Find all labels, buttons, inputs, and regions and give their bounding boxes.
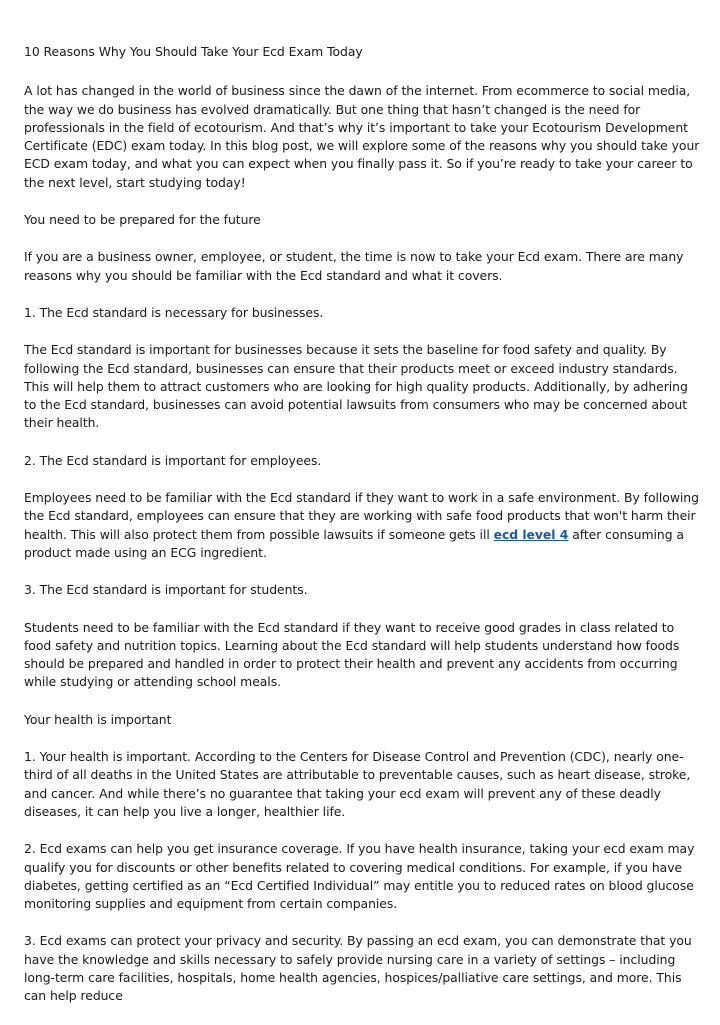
point2-heading: 2. The Ecd standard is important for employees. xyxy=(24,452,322,468)
ecd-level-4-link[interactable]: ecd level 4 xyxy=(493,526,569,542)
point2-text-before: Employees need to be familiar with the Ecd standard if they want to work in a safe environment. By following the Ecd standard, employees can ensure that they are working with safe food products that won't harm their health. This will also protect them from possible lawsuits if someone gets ill xyxy=(24,490,699,542)
point1-paragraph: The Ecd standard is important for businesses because it sets the baseline for food safety and quality. By following the Ecd standard, businesses can ensure that their products meet or exceed industry standards. This will help them to attract customers who are looking for high quality products. Additionally, by adhering to the Ecd standard, businesses can avoid potential lawsuits from consumers who may be concerned about their health. xyxy=(24,342,688,431)
intro-paragraph: A lot has changed in the world of business since the dawn of the internet. From ecommerce to social media, the way we do business has evolved dramatically. But one thing that hasn’t changed is the need for professionals in the field of ecotourism. And that’s why it’s important to take your Ecotourism Development Certificate (EDC) exam today. In this blog post, we will explore some of the reasons why you should take your ECD exam today, and what you can expect when you finally pass it. So if you’re ready to take your career to the next level, start studying today! xyxy=(24,83,700,190)
point2-paragraph xyxy=(24,489,700,562)
point2-text-after: after consuming a product made using an ECG ingredient. xyxy=(24,526,684,560)
section-heading-health: Your health is important xyxy=(24,711,172,727)
section-heading-future: You need to be prepared for the future xyxy=(24,212,261,228)
article-title: 10 Reasons Why You Should Take Your Ecd Exam Today xyxy=(24,44,363,59)
health-paragraph-1: 1. Your health is important. According to the Centers for Disease Control and Prevention (CDC), nearly one-third of all deaths in the United States are attributable to preventable causes, such as heart disease, stroke, and cancer. And while there’s no guarantee that taking your ecd exam will prevent any of these deadly diseases, it can help you live a longer, healthier life. xyxy=(24,749,691,819)
article-body xyxy=(24,43,700,1025)
point3-paragraph: Students need to be familiar with the Ecd standard if they want to receive good grades in class related to food safety and nutrition topics. Learning about the Ecd standard will help students understand how foods should be prepared and handled in order to protect their health and prevent any accidents from occurring while studying or attending school meals. xyxy=(24,619,680,690)
health-paragraph-3: 3. Ecd exams can protect your privacy and security. By passing an ecd exam, you can demonstrate that you have the knowledge and skills necessary to safely provide nursing care in a variety of settings – including long-term care facilities, hospitals, home health agencies, hospices/palliative care settings, and more. This can help reduce xyxy=(24,933,692,1004)
health-paragraph-2: 2. Ecd exams can help you get insurance coverage. If you have health insurance, taking your ecd exam may qualify you for discounts or other benefits related to covering medical conditions. For example, if you have diabetes, getting certified as an “Ecd Certified Individual” may entitle you to reduced rates on blood glucose monitoring supplies and equipment from certain companies. xyxy=(24,841,695,912)
future-paragraph: If you are a business owner, employee, or student, the time is now to take your Ecd exam. There are many reasons why you should be familiar with the Ecd standard and what it covers. xyxy=(24,249,684,283)
point1-heading: 1. The Ecd standard is necessary for businesses. xyxy=(24,304,324,320)
point3-heading: 3. The Ecd standard is important for students. xyxy=(24,582,308,598)
